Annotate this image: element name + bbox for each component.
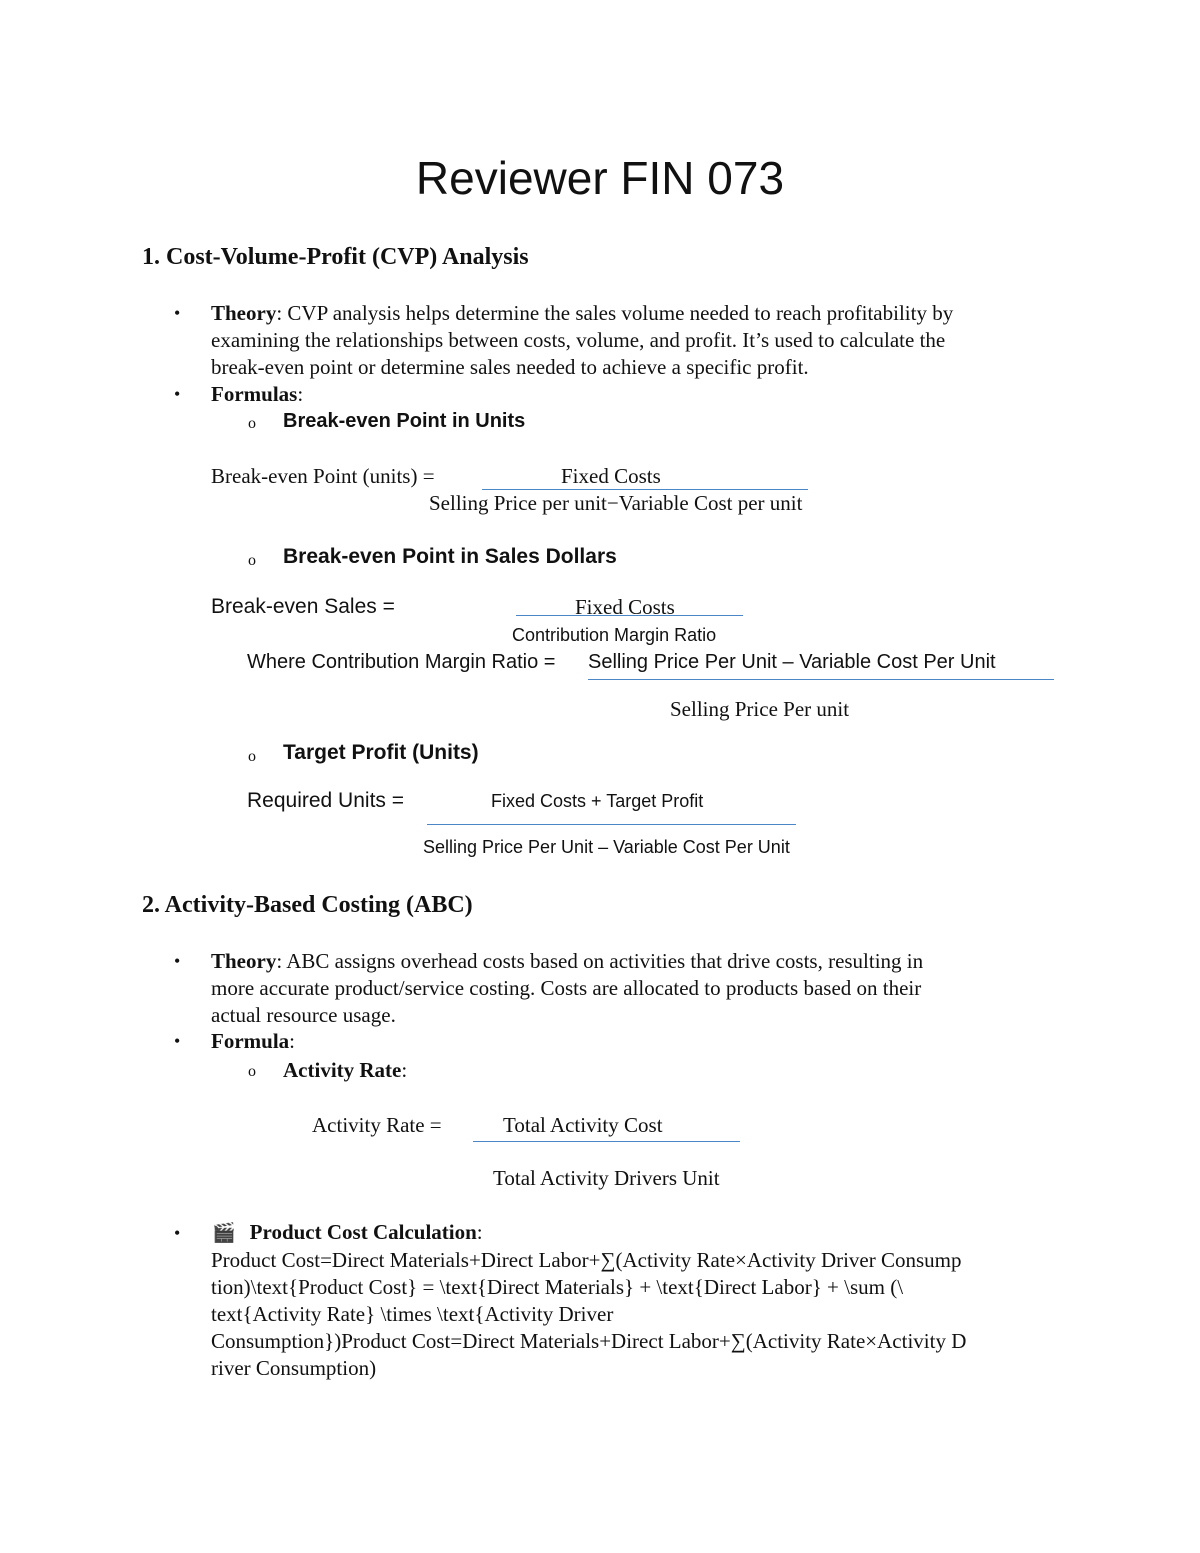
activity-rate-denominator: Total Activity Drivers Unit	[493, 1166, 720, 1190]
activity-rate-heading: Activity Rate	[283, 1058, 402, 1082]
fraction-bar	[588, 679, 1054, 680]
theory-line-1	[211, 301, 953, 325]
theory-line-3: break-even point or determine sales needed to achieve a specific profit.	[211, 355, 809, 379]
required-units-lhs: Required Units =	[247, 789, 404, 812]
bullet-icon: •	[174, 1223, 181, 1243]
theory-text: : CVP analysis helps determine the sales volume needed to reach profitability by	[276, 301, 954, 325]
formulas-label-line	[211, 382, 303, 406]
abc-theory-line-1	[211, 949, 923, 973]
formula-label: Formula	[211, 1029, 290, 1053]
formula-label-line	[211, 1029, 295, 1053]
product-cost-line-2: tion)\text{Product Cost} = \text{Direct Materials} + \text{Direct Labor} + \sum (\	[211, 1275, 904, 1299]
target-profit-heading: Target Profit (Units)	[283, 741, 479, 764]
product-cost-heading: Product Cost Calculation	[249, 1220, 477, 1244]
activity-rate-numerator: Total Activity Cost	[503, 1113, 663, 1137]
product-cost-line-5: river Consumption)	[211, 1356, 377, 1380]
bullet-icon: •	[174, 384, 181, 404]
bep-units-denominator: Selling Price per unit−Variable Cost per unit	[429, 491, 803, 515]
fraction-bar	[427, 824, 796, 825]
bep-sales-lhs: Break-even Sales =	[211, 595, 395, 618]
product-cost-heading-line	[212, 1220, 483, 1245]
required-units-denominator: Selling Price Per Unit – Variable Cost Per Unit	[423, 837, 790, 857]
formula-colon: :	[289, 1029, 295, 1053]
theory-line-2: examining the relationships between costs, volume, and profit. It’s used to calculate the	[211, 328, 946, 352]
abc-theory-line-3: actual resource usage.	[211, 1003, 396, 1027]
bep-sales-heading: Break-even Point in Sales Dollars	[283, 545, 617, 568]
formulas-colon: :	[297, 382, 304, 406]
bep-sales-denominator: Contribution Margin Ratio	[512, 625, 717, 645]
activity-rate-heading-line	[283, 1058, 407, 1082]
section-heading-cvp: 1. Cost-Volume-Profit (CVP) Analysis	[142, 244, 529, 270]
section-heading-abc: 2. Activity-Based Costing (ABC)	[142, 892, 473, 918]
theory-label: Theory	[211, 301, 277, 325]
abc-theory-label: Theory	[211, 949, 277, 973]
bep-units-heading: Break-even Point in Units	[283, 410, 526, 432]
sub-bullet-icon: o	[248, 1063, 256, 1080]
required-units-numerator: Fixed Costs + Target Profit	[491, 791, 704, 811]
product-cost-line-1: Product Cost=Direct Materials+Direct Labor+∑(Activity Rate×Activity Driver Consump	[211, 1248, 962, 1272]
bullet-icon: •	[174, 303, 181, 323]
bullet-icon: •	[174, 1031, 181, 1051]
product-cost-line-4: Consumption})Product Cost=Direct Materials+Direct Labor+∑(Activity Rate×Activity D	[211, 1329, 967, 1353]
bep-sales-numerator: Fixed Costs	[575, 595, 675, 619]
cm-ratio-numerator: Selling Price Per Unit – Variable Cost Per Unit	[588, 651, 996, 673]
bullet-icon: •	[174, 951, 181, 971]
bep-units-numerator: Fixed Costs	[561, 464, 661, 488]
cm-ratio-lhs: Where Contribution Margin Ratio =	[247, 651, 556, 673]
sub-bullet-icon: o	[248, 552, 256, 569]
activity-rate-colon: :	[401, 1058, 408, 1082]
abc-theory-line-2: more accurate product/service costing. Costs are allocated to products based on their	[211, 976, 922, 1000]
fraction-bar	[516, 615, 743, 616]
formulas-label: Formulas	[211, 382, 298, 406]
page-title: Reviewer FIN 073	[415, 152, 785, 204]
fraction-bar	[473, 1141, 740, 1142]
cm-ratio-denominator: Selling Price Per unit	[670, 697, 850, 721]
sub-bullet-icon: o	[248, 415, 256, 432]
clapperboard-icon: 🎬	[212, 1223, 236, 1244]
product-cost-colon: :	[476, 1220, 483, 1244]
product-cost-line-3: text{Activity Rate} \times \text{Activity Driver	[211, 1302, 614, 1326]
fraction-bar	[482, 489, 808, 490]
bep-units-lhs: Break-even Point (units) =	[211, 464, 435, 488]
abc-theory-text: : ABC assigns overhead costs based on activities that drive costs, resulting in	[276, 949, 924, 973]
sub-bullet-icon: o	[248, 748, 256, 765]
activity-rate-lhs: Activity Rate =	[312, 1113, 442, 1137]
